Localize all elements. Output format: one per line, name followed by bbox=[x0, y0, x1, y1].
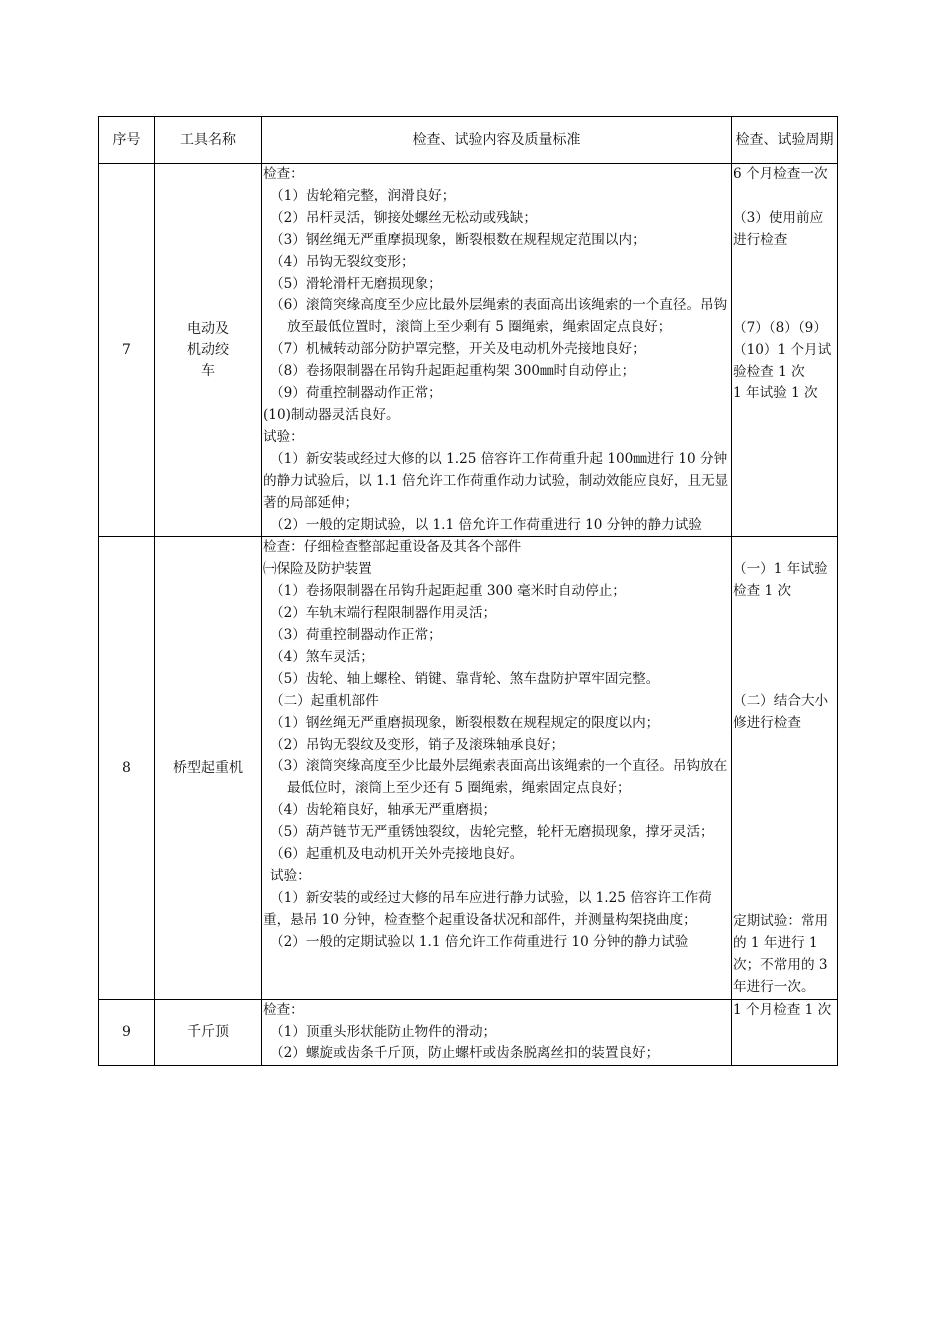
table-row bbox=[99, 999, 838, 1066]
inspection-table bbox=[98, 116, 838, 1066]
content-line: （1）卷扬限制器在吊钩升起距起重 300 毫米时自动停止； bbox=[270, 583, 626, 600]
tool-name: 千斤顶 bbox=[155, 999, 262, 1066]
content-line: （6）起重机及电动机开关外壳接地良好。 bbox=[270, 846, 524, 863]
content-line: （5）葫芦链节无严重锈蚀裂纹，齿轮完整，轮杆无磨损现象，撑牙灵活； bbox=[270, 824, 714, 841]
content-line: （6）滚筒突缘高度至少应比最外层绳索的表面高出该绳索的一个直径。吊钩放至最低位置时，滚筒上至少剩有 5 圈绳索，绳索固定点良好； bbox=[270, 297, 728, 336]
row-number: 8 bbox=[99, 537, 155, 999]
content-line: （1）齿轮箱完整，润滑良好； bbox=[270, 187, 456, 204]
content-line: （9）荷重控制器动作正常； bbox=[270, 385, 442, 402]
inspection-content bbox=[262, 164, 732, 537]
content-line: ㈠保险及防护装置 bbox=[263, 561, 372, 578]
content-line: （8）卷扬限制器在吊钩升起距起重构架 300㎜时自动停止； bbox=[270, 363, 636, 380]
content-line: 检查： bbox=[263, 166, 304, 182]
period-line: 定期试验：常用的 1 年进行 1 次；不常用的 3 年进行一次。 bbox=[733, 913, 829, 995]
content-line: （2）吊钩无裂纹及变形，销子及滚珠轴承良好； bbox=[270, 736, 565, 753]
inspection-period bbox=[732, 537, 838, 999]
content-line: （1）钢丝绳无严重磨损现象，断裂根数在规程规定的限度以内； bbox=[270, 714, 660, 731]
period-line: 6 个月检查一次 bbox=[733, 166, 828, 182]
table-row bbox=[99, 537, 838, 999]
inspection-period bbox=[732, 999, 838, 1066]
content-line: （2）螺旋或齿条千斤顶，防止螺杆或齿条脱离丝扣的装置良好； bbox=[270, 1045, 660, 1062]
period-line: （二）结合大小修进行检查 bbox=[733, 693, 829, 732]
content-line: （3）荷重控制器动作正常； bbox=[270, 627, 442, 644]
header-row bbox=[99, 117, 838, 164]
content-line: （5）滑轮滑杆无磨损现象； bbox=[270, 275, 442, 292]
content-line: （4）吊钩无裂纹变形； bbox=[270, 253, 415, 270]
content-line: （2）一般的定期试验以 1.1 倍允许工作荷重进行 10 分钟的静力试验 bbox=[270, 933, 689, 950]
content-line: （5）齿轮、轴上螺栓、销键、靠背轮、煞车盘防护罩牢固完整。 bbox=[270, 670, 660, 687]
tool-name: 桥型起重机 bbox=[155, 537, 262, 999]
tool-name: 电动及机动绞车 bbox=[155, 164, 262, 537]
content-line: （二）起重机部件 bbox=[270, 692, 379, 709]
content-line: （1）顶重头形状能防止物件的滑动； bbox=[270, 1023, 497, 1040]
header-period: 检查、试验周期 bbox=[732, 117, 838, 164]
row-number: 9 bbox=[99, 999, 155, 1066]
content-line: （3）滚筒突缘高度至少比最外层绳索表面高出该绳索的一个直径。吊钩放在最低位时，滚筒上至少还有 5 圈绳索，绳索固定点良好； bbox=[270, 758, 728, 797]
header-content: 检查、试验内容及质量标准 bbox=[262, 117, 732, 164]
content-line: 试验： bbox=[270, 868, 311, 884]
period-line: （3）使用前应进行检查 bbox=[733, 209, 824, 248]
content-line: 试验： bbox=[263, 428, 304, 445]
header-tool-name: 工具名称 bbox=[155, 117, 262, 164]
content-line: （4）煞车灵活； bbox=[270, 648, 374, 665]
content-line: (10)制动器灵活良好。 bbox=[263, 406, 400, 423]
header-no: 序号 bbox=[99, 117, 155, 164]
content-line: （2）吊杆灵活，铆接处螺丝无松动或残缺； bbox=[270, 209, 537, 226]
content-line: （3）钢丝绳无严重摩损现象，断裂根数在规程规定范围以内； bbox=[270, 231, 646, 248]
content-line: 检查： bbox=[263, 1001, 304, 1018]
content-line: （1）新安装的或经过大修的吊车应进行静力试验，以 1.25 倍容许工作荷重，悬吊 10 分钟，检查整个起重设备状况和部件，并测量构架挠曲度； bbox=[263, 889, 712, 928]
inspection-content bbox=[262, 999, 732, 1066]
content-line: （2）车轨末端行程限制器作用灵活； bbox=[270, 605, 497, 622]
content-line: （2）一般的定期试验，以 1.1 倍允许工作荷重进行 10 分钟的静力试验 bbox=[270, 516, 702, 533]
inspection-content bbox=[262, 537, 732, 999]
period-line: 1 年试验 1 次 bbox=[733, 385, 818, 402]
table-row bbox=[99, 164, 838, 537]
period-line: （7）（8）（9）（10）1 个月试验检查 1 次 bbox=[733, 319, 832, 380]
content-line: （7）机械转动部分防护罩完整，开关及电动机外壳接地良好； bbox=[270, 341, 646, 358]
period-line: （一）1 年试验检查 1 次 bbox=[733, 561, 828, 600]
content-line: （4）齿轮箱良好，轴承无严重磨损； bbox=[270, 802, 497, 819]
row-number: 7 bbox=[99, 164, 155, 537]
content-line: （1）新安装或经过大修的以 1.25 倍容许工作荷重升起 100㎜进行 10 分钟的静力试验后，以 1.1 倍允许工作荷重作动力试验，制动效能应良好，且无显著的局部延伸； bbox=[263, 450, 729, 511]
inspection-period bbox=[732, 164, 838, 537]
content-line: 检查：仔细检查整部起重设备及其各个部件 bbox=[263, 539, 522, 556]
period-line: 1 个月检查 1 次 bbox=[733, 1001, 832, 1018]
